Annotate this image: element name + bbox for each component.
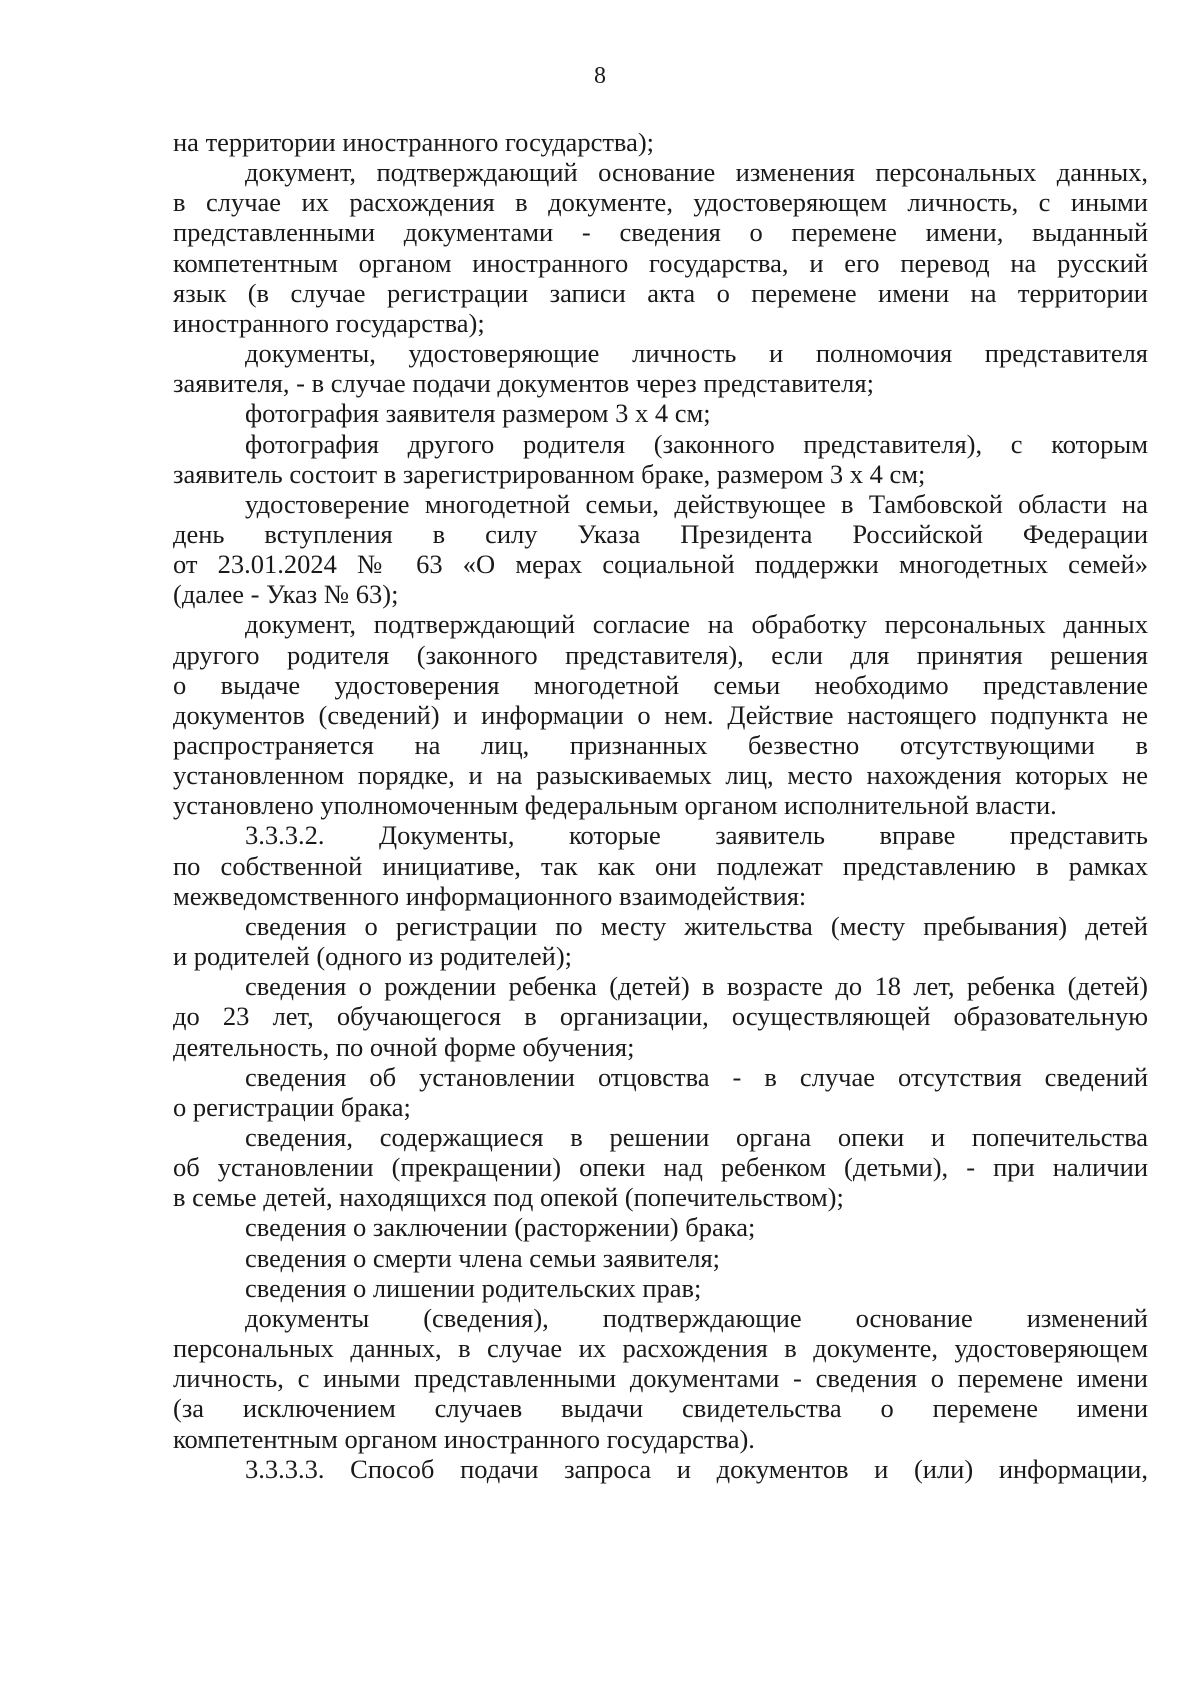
text-line: день вступления в силу Указа Президента Российской Федерации	[173, 519, 1148, 549]
text-line: документы, удостоверяющие личность и полномочия представителя	[245, 338, 1148, 368]
text-line: удостоверение многодетной семьи, действующее в Тамбовской области на	[245, 488, 1148, 519]
text-line: сведения, содержащиеся в решении органа опеки и попечительства	[245, 1121, 1148, 1152]
text-line: о выдаче удостоверения многодетной семьи необходимо представление	[173, 669, 1148, 700]
text-line: компетентным органом иностранного государства, и его перевод на русский	[173, 247, 1148, 278]
text-line: фотография заявителя размером 3 х 4 см;	[245, 398, 711, 429]
text-line: сведения о рождении ребенка (детей) в возрасте до 18 лет, ребенка (детей)	[245, 971, 1148, 1002]
text-line: заявителя, - в случае подачи документов через представителя;	[173, 368, 874, 399]
text-line: межведомственного информационного взаимодействия:	[173, 880, 807, 911]
text-line: сведения о смерти члена семьи заявителя;	[245, 1242, 721, 1273]
text-line: документов (сведений) и информации о нем. Действие настоящего подпункта не	[173, 699, 1148, 730]
text-line: от 23.01.2024 № 63 «О мерах социальной поддержки многодетных семей»	[173, 549, 1148, 580]
text-line: другого родителя (законного представителя), если для принятия решения	[173, 639, 1148, 670]
page-number: 8	[594, 63, 606, 89]
text-line: сведения о лишении родительских прав;	[245, 1272, 702, 1303]
text-line: установленном порядке, и на разыскиваемых лиц, место нахождения которых не	[173, 760, 1148, 791]
text-line: фотография другого родителя (законного представителя), с которым	[245, 428, 1148, 459]
text-line: сведения об установлении отцовства - в случае отсутствия сведений	[245, 1061, 1148, 1092]
text-line: до 23 лет, обучающегося в организации, осуществляющей образовательную	[173, 1001, 1148, 1032]
text-line: распространяется на лиц, признанных безвестно отсутствующими в	[173, 730, 1148, 760]
text-line: в случае их расхождения в документе, удостоверяющем личность, с иными	[173, 187, 1148, 218]
text-line: (за исключением случаев выдачи свидетельства о перемене имени	[173, 1393, 1148, 1424]
text-line: об установлении (прекращении) опеки над ребенком (детьми), - при наличии	[173, 1152, 1148, 1183]
text-line: личность, с иными представленными документами - сведения о перемене имени	[173, 1363, 1148, 1394]
text-line: 3.3.3.3. Способ подачи запроса и документов и (или) информации,	[245, 1453, 1148, 1484]
text-line: на территории иностранного государства);	[173, 127, 655, 157]
text-line: сведения о заключении (расторжении) брака;	[245, 1212, 756, 1243]
text-line: в семье детей, находящихся под опекой (попечительством);	[173, 1182, 844, 1213]
text-line: язык (в случае регистрации записи акта о перемене имени на территории	[173, 277, 1148, 308]
text-line: иностранного государства);	[173, 307, 485, 338]
text-line: (далее - Указ № 63);	[173, 579, 399, 610]
text-line: сведения о регистрации по месту жительства (месту пребывания) детей	[245, 910, 1148, 941]
text-line: 3.3.3.2. Документы, которые заявитель вправе представить	[245, 820, 1148, 851]
text-line: о регистрации брака;	[173, 1091, 411, 1122]
text-line: деятельность, по очной форме обучения;	[173, 1031, 635, 1062]
text-line: компетентным органом иностранного государства).	[173, 1423, 755, 1454]
text-line: и родителей (одного из родителей);	[173, 941, 573, 971]
text-line: документ, подтверждающий согласие на обработку персональных данных	[245, 609, 1148, 640]
text-line: документы (сведения), подтверждающие основание изменений	[245, 1302, 1148, 1333]
text-line: представленными документами - сведения о перемене имени, выданный	[173, 217, 1148, 248]
text-line: персональных данных, в случае их расхождения в документе, удостоверяющем	[173, 1333, 1148, 1363]
text-line: установлено уполномоченным федеральным органом исполнительной власти.	[173, 790, 1057, 821]
text-line: по собственной инициативе, так как они подлежат представлению в рамках	[173, 850, 1148, 881]
text-line: документ, подтверждающий основание изменения персональных данных,	[245, 157, 1148, 188]
text-line: заявитель состоит в зарегистрированном браке, размером 3 х 4 см;	[173, 458, 926, 489]
